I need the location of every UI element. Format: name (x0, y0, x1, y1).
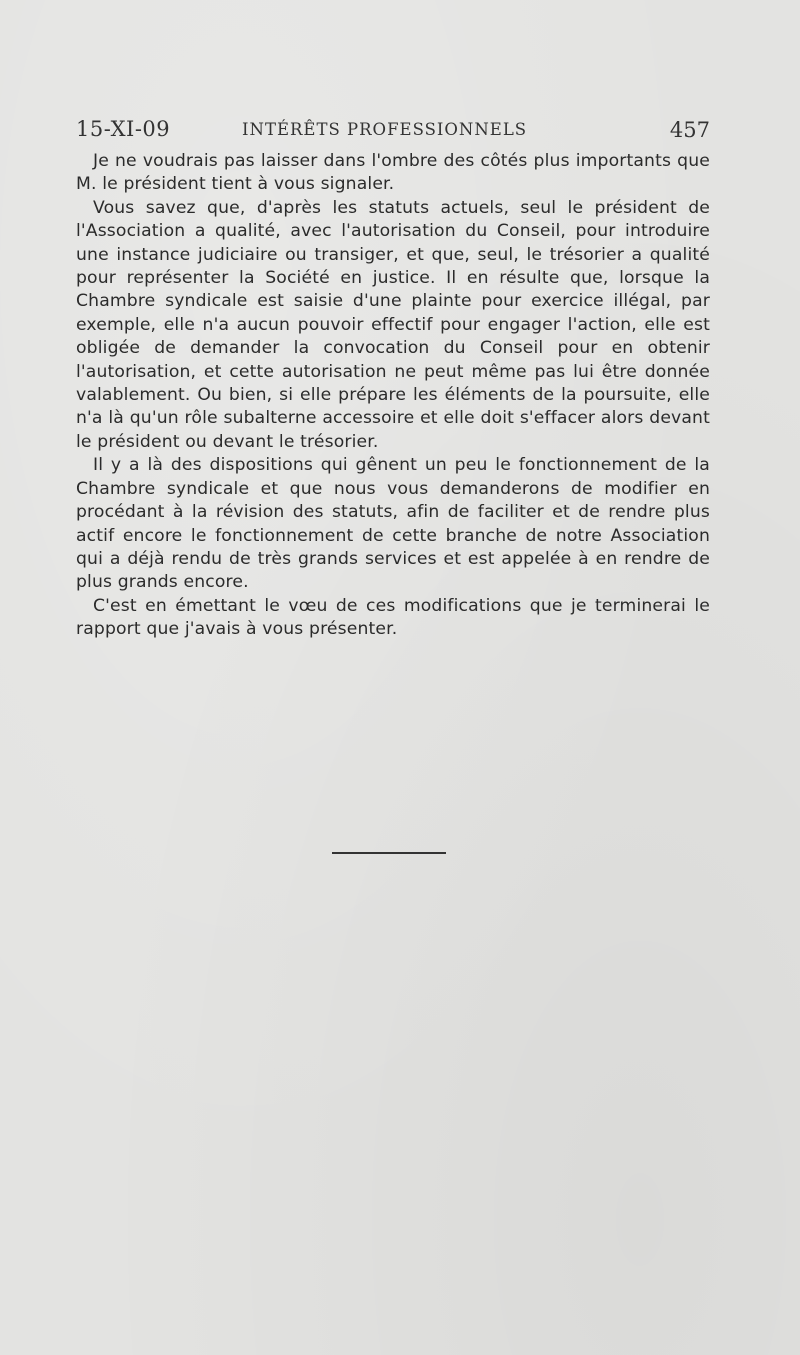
paragraph: Je ne voudrais pas laisser dans l'ombre des côtés plus importants que M. le président tient à vous signaler. (76, 151, 710, 195)
page-number: 457 (669, 118, 710, 142)
header-title: INTÉRÊTS PROFESSIONNELS (242, 120, 528, 139)
paragraph: C'est en émettant le vœu de ces modifications que je terminerai le rapport que j'avais à vous présenter. (76, 595, 710, 640)
body-text (76, 150, 710, 642)
header-date: 15-XI-09 (76, 117, 171, 141)
paragraph: Vous savez que, d'après les statuts actuels, seul le président de l'Association a qualité, avec l'autorisation du Conseil, pour introduire une instance judiciaire ou transiger, et que, seul, le trésorier a qualité pour représenter la Société en justice. Il en résulte que, lorsque la Chambre syndicale est saisie d'une plainte pour exercice illégal, par exemple, elle n'a aucun pouvoir effectif pour engager l'action, elle est obligée de demander la convocation du Conseil pour en obtenir l'autorisation, et cette autorisation ne peut même pas lui être donnée valablement. Ou bien, si elle prépare les éléments de la poursuite, elle n'a là qu'un rôle subalterne accessoire et elle doit s'effacer alors devant le président ou devant le trésorier. (76, 197, 710, 452)
section-end-rule (332, 852, 446, 854)
paragraph: Il y a là des dispositions qui gênent un peu le fonctionnement de la Chambre syndicale et que nous vous demanderons de modifier en procédant à la révision des statuts, afin de faciliter et de rendre plus actif encore le fonctionnement de cette branche de notre Association qui a déjà rendu de très grands services et est appelée à en rendre de plus grands encore. (76, 455, 710, 593)
running-head (76, 117, 710, 143)
